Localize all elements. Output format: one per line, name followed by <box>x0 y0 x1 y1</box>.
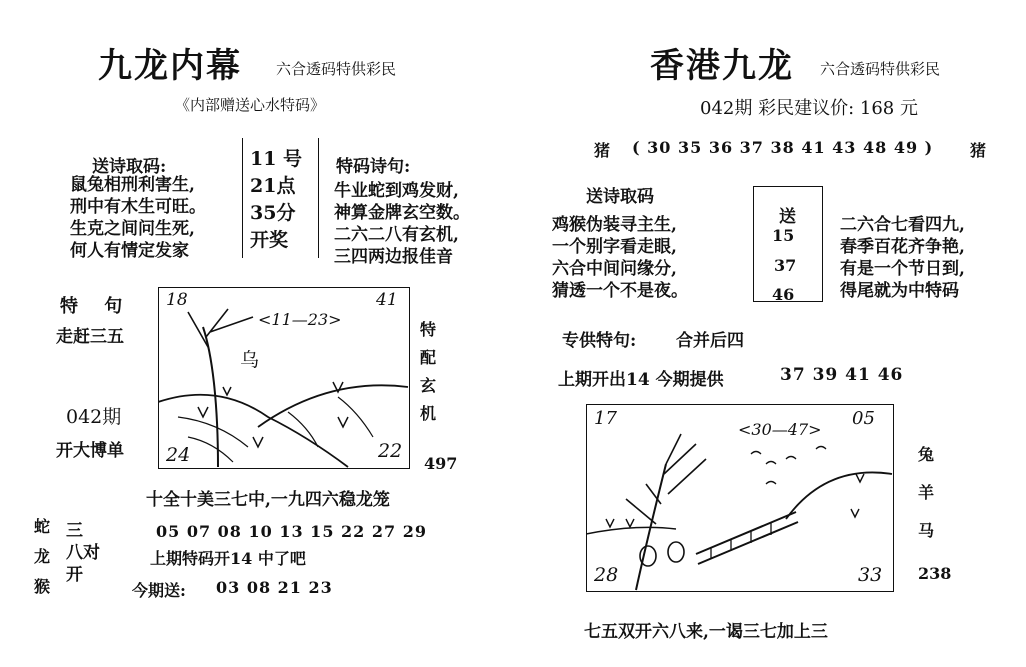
pig-numbers: ( 30 35 36 37 38 41 43 48 49 ) <box>632 138 934 157</box>
right-bottom-verse: 七五双开六八来,一谒三七加上三 <box>584 622 828 642</box>
left-issue-note: 开大博单 <box>56 441 124 461</box>
pairing-line: 三 <box>66 521 83 541</box>
sketch-top-right-number: 41 <box>376 290 398 310</box>
divider <box>242 138 243 258</box>
zodiac-char: 兔 <box>917 445 934 464</box>
vertical-char: 玄 <box>419 376 436 395</box>
sketch-bottom-left-number: 24 <box>166 444 191 466</box>
special-text: 走赶三五 <box>56 327 124 347</box>
draw-minute: 35分 <box>250 202 296 224</box>
send-label: 送 <box>779 207 796 227</box>
zodiac-char: 龙 <box>33 547 50 566</box>
right-poem2 <box>840 214 965 302</box>
draw-number: 11 号 <box>250 148 303 170</box>
today-label: 今期送: <box>132 581 186 600</box>
right-side-number: 238 <box>918 564 952 583</box>
draw-label: 开奖 <box>250 229 289 251</box>
left-issue: 042期 <box>66 406 122 428</box>
sketch-top-right-number: 05 <box>852 408 875 429</box>
special-label: 特 句 <box>60 296 133 317</box>
poem-line: 六合中间问缘分, <box>552 259 677 279</box>
pig-label: 猪 <box>594 141 611 160</box>
poem-line: 猜透一个不是夜。 <box>552 281 688 301</box>
poem-line: 春季百花齐争艳, <box>840 237 965 257</box>
pairing-line: 八对 <box>66 543 100 563</box>
right-poem <box>552 214 688 302</box>
send-number: 15 <box>772 226 795 245</box>
poem-line: 二六二八有玄机, <box>334 225 459 245</box>
sketch-bottom-right-number: 33 <box>858 564 883 586</box>
vertical-char: 配 <box>419 348 436 367</box>
today-numbers: 03 08 21 23 <box>216 578 333 597</box>
right-special-label: 专供特句: <box>562 331 637 351</box>
draw-hour: 21点 <box>250 175 296 197</box>
pairing-column <box>66 520 100 586</box>
draw-time-box <box>250 146 302 254</box>
left-side-number: 497 <box>424 454 458 473</box>
poem-line: 三四两边报佳音 <box>334 247 453 267</box>
poem-line: 有是一个节日到, <box>840 259 965 279</box>
poem-line: 得尾就为中特码 <box>840 281 959 301</box>
poem-line: 鸡猴伪装寻主生, <box>552 215 677 235</box>
sketch-top-left-number: 18 <box>166 290 188 310</box>
sketch-top-left-number: 17 <box>594 408 617 429</box>
left-last-result: 上期特码开14 中了吧 <box>150 549 306 568</box>
vertical-char: 机 <box>419 404 436 423</box>
right-issue-price: 042期 彩民建议价: 168 元 <box>700 98 918 119</box>
zodiac-char: 马 <box>917 521 934 540</box>
poem-line: 牛业蛇到鸡发财, <box>334 181 459 201</box>
poem-line: 生克之间问生死, <box>70 219 195 239</box>
poem-line: 刑中有木生可旺。 <box>70 197 206 217</box>
sketch-bottom-left-number: 28 <box>594 564 619 586</box>
sketch-character: 乌 <box>240 349 260 371</box>
left-poem <box>70 174 206 262</box>
divider <box>318 138 319 258</box>
left-verse: 十全十美三七中,一九四六稳龙笼 <box>146 490 390 510</box>
left-poem2-heading: 特码诗句: <box>336 157 411 177</box>
left-title: 九龙内幕 <box>98 46 242 86</box>
send-number: 46 <box>772 285 795 304</box>
sketch-range: <30—47> <box>738 420 822 439</box>
left-poem2 <box>334 180 470 268</box>
zodiac-char: 猴 <box>33 577 50 596</box>
right-poem-heading: 送诗取码 <box>586 187 654 207</box>
poem-line: 一个别字看走眼, <box>552 237 677 257</box>
left-subtitle: 《内部赠送心水特码》 <box>175 96 326 114</box>
right-title: 香港九龙 <box>650 46 794 86</box>
left-tagline: 六合透码特供彩民 <box>276 60 397 78</box>
pairing-line: 开 <box>66 565 83 585</box>
vertical-char: 特 <box>419 320 436 339</box>
sketch-range: <11—23> <box>258 310 342 329</box>
right-last-issue: 上期开出14 今期提供 <box>558 370 724 390</box>
poem-line: 何人有情定发家 <box>70 241 189 261</box>
pig-label-end: 猪 <box>970 141 987 160</box>
right-zodiac-column <box>916 436 936 550</box>
zodiac-char: 蛇 <box>33 517 50 536</box>
zodiac-char: 羊 <box>917 483 934 502</box>
poem-line: 鼠兔相刑利害生, <box>70 175 195 195</box>
sketch-bottom-right-number: 22 <box>378 440 403 462</box>
left-poem-heading: 送诗取码: <box>92 157 167 177</box>
left-number-list: 05 07 08 10 13 15 22 27 29 <box>156 522 427 541</box>
provide-numbers: 37 39 41 46 <box>780 365 904 385</box>
poem-line: 神算金牌玄空数。 <box>334 203 470 223</box>
vertical-label <box>418 316 438 428</box>
right-tagline: 六合透码特供彩民 <box>820 60 941 78</box>
zodiac-column <box>32 512 52 602</box>
poem-line: 二六合七看四九, <box>840 215 965 235</box>
send-number: 37 <box>774 256 797 275</box>
right-special-text: 合并后四 <box>676 331 744 351</box>
